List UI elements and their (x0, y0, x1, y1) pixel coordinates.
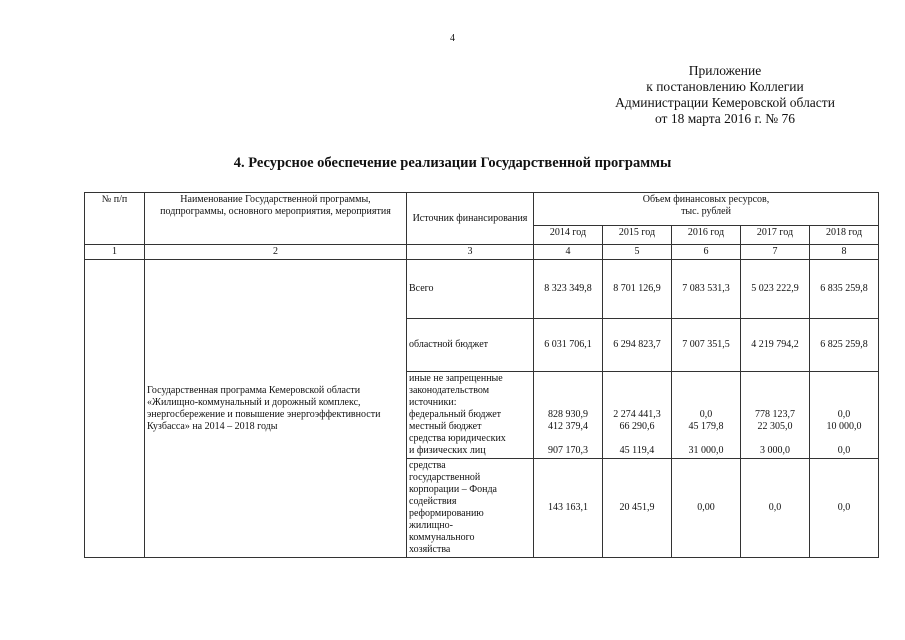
resource-table (84, 192, 879, 558)
source-line: содействия (409, 496, 457, 507)
source-line: и физических лиц (409, 445, 486, 456)
source-line: корпорации – Фонда (409, 484, 497, 495)
value-local: 45 179,8 (688, 421, 724, 432)
index-row (85, 245, 879, 260)
value-stack-cell (603, 372, 672, 459)
header-cell-number: № п/п (85, 193, 145, 245)
value-stack-cell (741, 372, 810, 459)
table-row-total (85, 260, 879, 319)
value-cell: 4 219 794,2 (741, 319, 810, 372)
value-legal: 31 000,0 (688, 445, 724, 456)
header-year: 2014 год (534, 226, 603, 245)
source-cell-regional: областной бюджет (407, 319, 534, 372)
index-cell: 6 (672, 245, 741, 260)
source-line: иные не запрещенные (409, 373, 503, 384)
value-cell: 8 701 126,9 (603, 260, 672, 319)
appendix-line-1: Приложение (688, 63, 762, 78)
source-line: хозяйства (409, 544, 451, 555)
value-cell: 0,00 (672, 459, 741, 558)
source-line: коммунального (409, 532, 475, 543)
source-line: местный бюджет (409, 421, 482, 432)
source-line: средства (409, 460, 446, 471)
source-line: источники: (409, 397, 457, 408)
source-cell-fund (407, 459, 534, 558)
source-line: средства юридических (409, 433, 506, 444)
value-local: 22 305,0 (757, 421, 793, 432)
value-stack-cell (672, 372, 741, 459)
value-legal: 0,0 (837, 445, 851, 456)
row-number-cell (85, 260, 145, 558)
value-cell: 143 163,1 (534, 459, 603, 558)
value-local: 10 000,0 (826, 421, 862, 432)
header-year: 2017 год (741, 226, 810, 245)
header-cell-volume (534, 193, 879, 226)
value-cell: 7 083 531,3 (672, 260, 741, 319)
value-local: 412 379,4 (548, 421, 588, 432)
value-federal: 828 930,9 (548, 409, 588, 420)
header-row (85, 193, 879, 226)
index-cell: 5 (603, 245, 672, 260)
header-volume-line-1: Объем финансовых ресурсов, (642, 194, 770, 205)
value-cell: 0,0 (741, 459, 810, 558)
index-cell: 8 (810, 245, 879, 260)
value-cell: 5 023 222,9 (741, 260, 810, 319)
page-number: 4 (450, 33, 455, 44)
value-federal: 0,0 (699, 409, 713, 420)
value-cell: 7 007 351,5 (672, 319, 741, 372)
header-cell-name: Наименование Государственной программы, подпрограммы, основного мероприятия, мероприятия (145, 193, 407, 245)
header-year: 2018 год (810, 226, 879, 245)
index-cell: 7 (741, 245, 810, 260)
value-cell: 6 835 259,8 (810, 260, 879, 319)
appendix-line-4: от 18 марта 2016 г. № 76 (654, 111, 796, 126)
value-legal: 907 170,3 (548, 445, 588, 456)
document-title: 4. Ресурсное обеспечение реализации Государственной программы (233, 155, 672, 171)
value-federal: 2 274 441,3 (613, 409, 661, 420)
value-cell: 6 031 706,1 (534, 319, 603, 372)
source-line: государственной (409, 472, 481, 483)
header-year: 2015 год (603, 226, 672, 245)
value-cell: 0,0 (810, 459, 879, 558)
value-legal: 3 000,0 (760, 445, 790, 456)
header-year: 2016 год (672, 226, 741, 245)
value-cell: 8 323 349,8 (534, 260, 603, 319)
value-cell: 6 825 259,8 (810, 319, 879, 372)
header-cell-source: Источник финансирования (407, 193, 534, 245)
value-federal: 778 123,7 (755, 409, 795, 420)
value-legal: 45 119,4 (619, 445, 655, 456)
value-cell: 20 451,9 (603, 459, 672, 558)
index-cell: 3 (407, 245, 534, 260)
value-local: 66 290,6 (619, 421, 655, 432)
appendix-block (560, 63, 890, 127)
value-federal: 0,0 (837, 409, 851, 420)
value-stack-cell (810, 372, 879, 459)
appendix-line-2: к постановлению Коллегии (646, 79, 804, 94)
value-cell: 6 294 823,7 (603, 319, 672, 372)
header-volume-line-2: тыс. рублей (681, 206, 731, 217)
source-cell-total: Всего (407, 260, 534, 319)
program-name-cell: Государственная программа Кемеровской области «Жилищно-коммунальный и дорожный комплекс, энергосбережение и повышение энергоэффективности Кузбасса» на 2014 – 2018 годы (145, 260, 407, 558)
index-cell: 2 (145, 245, 407, 260)
value-stack-cell (534, 372, 603, 459)
source-cell-other (407, 372, 534, 459)
index-cell: 4 (534, 245, 603, 260)
source-line: федеральный бюджет (409, 409, 502, 420)
index-cell: 1 (85, 245, 145, 260)
source-line: законодательством (409, 385, 490, 396)
source-line: реформированию (409, 508, 484, 519)
appendix-line-3: Администрации Кемеровской области (615, 95, 835, 110)
source-line: жилищно- (409, 520, 453, 531)
